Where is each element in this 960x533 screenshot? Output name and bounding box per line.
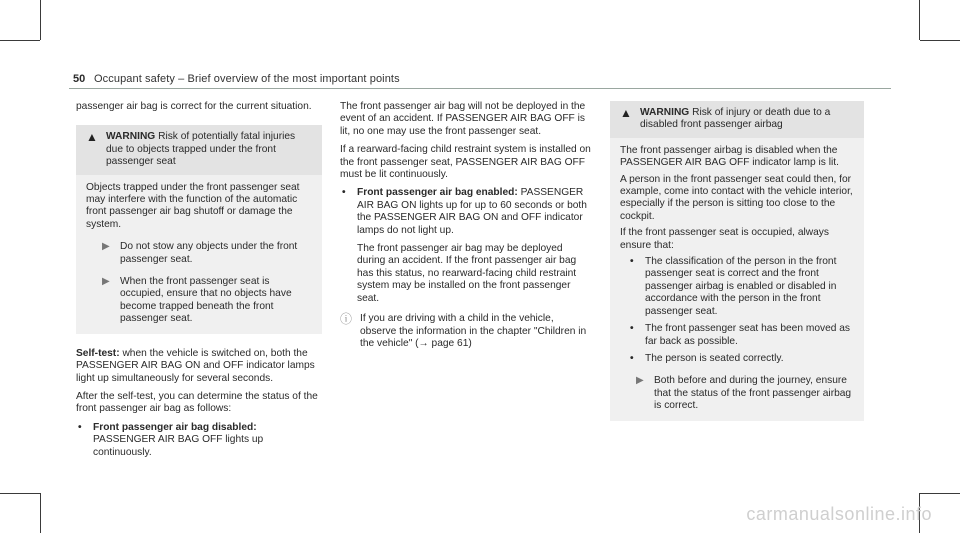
step-item [86,241,312,266]
step-text: Both before and during the journey, ensure that the status of the front passenger airbag is correct. [654,375,852,412]
arrow-icon: ▶ [102,241,110,253]
bullet-text: The classification of the person in the front passenger seat is correct and the front passenger airbag is enabled or disabled in accordance with the person in the front passenger seat. [645,256,837,317]
page-header-title: Occupant safety – Brief overview of the most important points [94,73,400,85]
bullet-icon: • [630,323,634,335]
arrow-icon: ▶ [102,276,110,288]
bullet-text: The front passenger seat has been moved as far back as possible. [645,323,851,347]
watermark: carmanualsonline.info [746,504,932,524]
crop-mark [919,0,920,40]
warning-label: WARNING [106,131,156,143]
warning-box [76,125,322,333]
bullet-label: Front passenger air bag disabled: [93,421,257,433]
warning-header [76,125,322,174]
step-text: When the front passenger seat is occupied, ensure that no objects have become trapped beneath the front passenger seat. [120,276,292,325]
crop-mark [0,493,40,494]
list-item [628,256,854,318]
warning-header [610,101,864,138]
list-item [628,353,854,365]
warning-body [610,138,864,421]
crop-mark [40,0,41,40]
crop-mark [920,40,960,41]
column-3 [610,101,864,421]
paragraph: If a rearward-facing child restraint system is installed on the front passenger seat, PASSENGER AIR BAG OFF must be lit continuously. [340,144,591,181]
crop-mark [40,493,41,533]
crop-mark [0,40,40,41]
bullet-text: The person is seated correctly. [645,352,784,364]
bullet-text: PASSENGER AIR BAG OFF lights up continuously. [93,434,264,458]
warning-body [76,175,322,334]
warning-title: Risk of potentially fatal injuries due to objects trapped under the front passenger seat [106,131,296,168]
step-text: Do not stow any objects under the front passenger seat. [120,241,298,265]
bullet-icon: • [630,352,634,364]
page-number: 50 [73,73,86,85]
info-icon: ⓘ [340,312,353,327]
paragraph: The front passenger air bag will not be deployed in the event of an accident. If PASSENGER AIR BAG OFF is lit, no one may use the front passenger seat. [340,101,586,137]
bullet-icon: • [342,187,346,199]
paragraph: If the front passenger seat is occupied, always ensure that: [620,227,829,251]
bullet-icon: • [78,421,82,433]
bullet-icon: • [630,256,634,268]
crop-mark [920,493,960,494]
step-item [86,276,312,326]
step-item [620,375,854,412]
self-test-label: Self-test: [76,347,120,359]
list-item [628,323,854,348]
arrow-icon: ▶ [636,375,644,387]
list-item [76,422,322,459]
warning-box [610,101,864,421]
list-item [340,187,592,305]
bullet-text: PASSENGER AIR BAG ON lights up for up to 60 seconds or both the PASSENGER AIR BAG ON and OFF indicator lamps do not light up. [357,187,587,236]
warning-text: Objects trapped under the front passenger seat may interfere with the function of the automatic front passenger air bag shutoff or damage the system. [86,181,300,230]
paragraph: The front passenger air bag may be deployed during an accident. If the front passenger air bag has this status, no rearward-facing child restraint system may be installed on the front passenger seat. [357,243,577,304]
column-1 [76,101,322,464]
self-test-text: when the vehicle is switched on, both the PASSENGER AIR BAG ON and OFF indicator lamps light up simultaneously for several seconds. [76,347,315,384]
info-text: If you are driving with a child in the vehicle, observe the information in the chapter "Children in the vehicle" (→ page 61) [360,313,587,349]
column-2 [340,101,592,350]
self-test-paragraph [76,348,322,385]
intro-text: passenger air bag is correct for the current situation. [76,101,312,112]
header-rule [69,88,891,89]
after-text: After the self-test, you can determine the status of the front passenger air bag as follows: [76,390,318,415]
warning-triangle-icon: ▲ [86,130,98,145]
warning-title: Risk of injury or death due to a disabled front passenger airbag [640,107,831,131]
paragraph: The front passenger airbag is disabled when the PASSENGER AIR BAG OFF indicator lamp is lit. [620,144,839,169]
bullet-label: Front passenger air bag enabled: [357,187,518,199]
info-note [340,313,592,350]
warning-label: WARNING [640,107,690,118]
paragraph: A person in the front passenger seat could then, for example, come into contact with the vehicle interior, especially if the person is sitting too close to the cockpit. [620,173,853,222]
warning-triangle-icon: ▲ [620,106,632,120]
